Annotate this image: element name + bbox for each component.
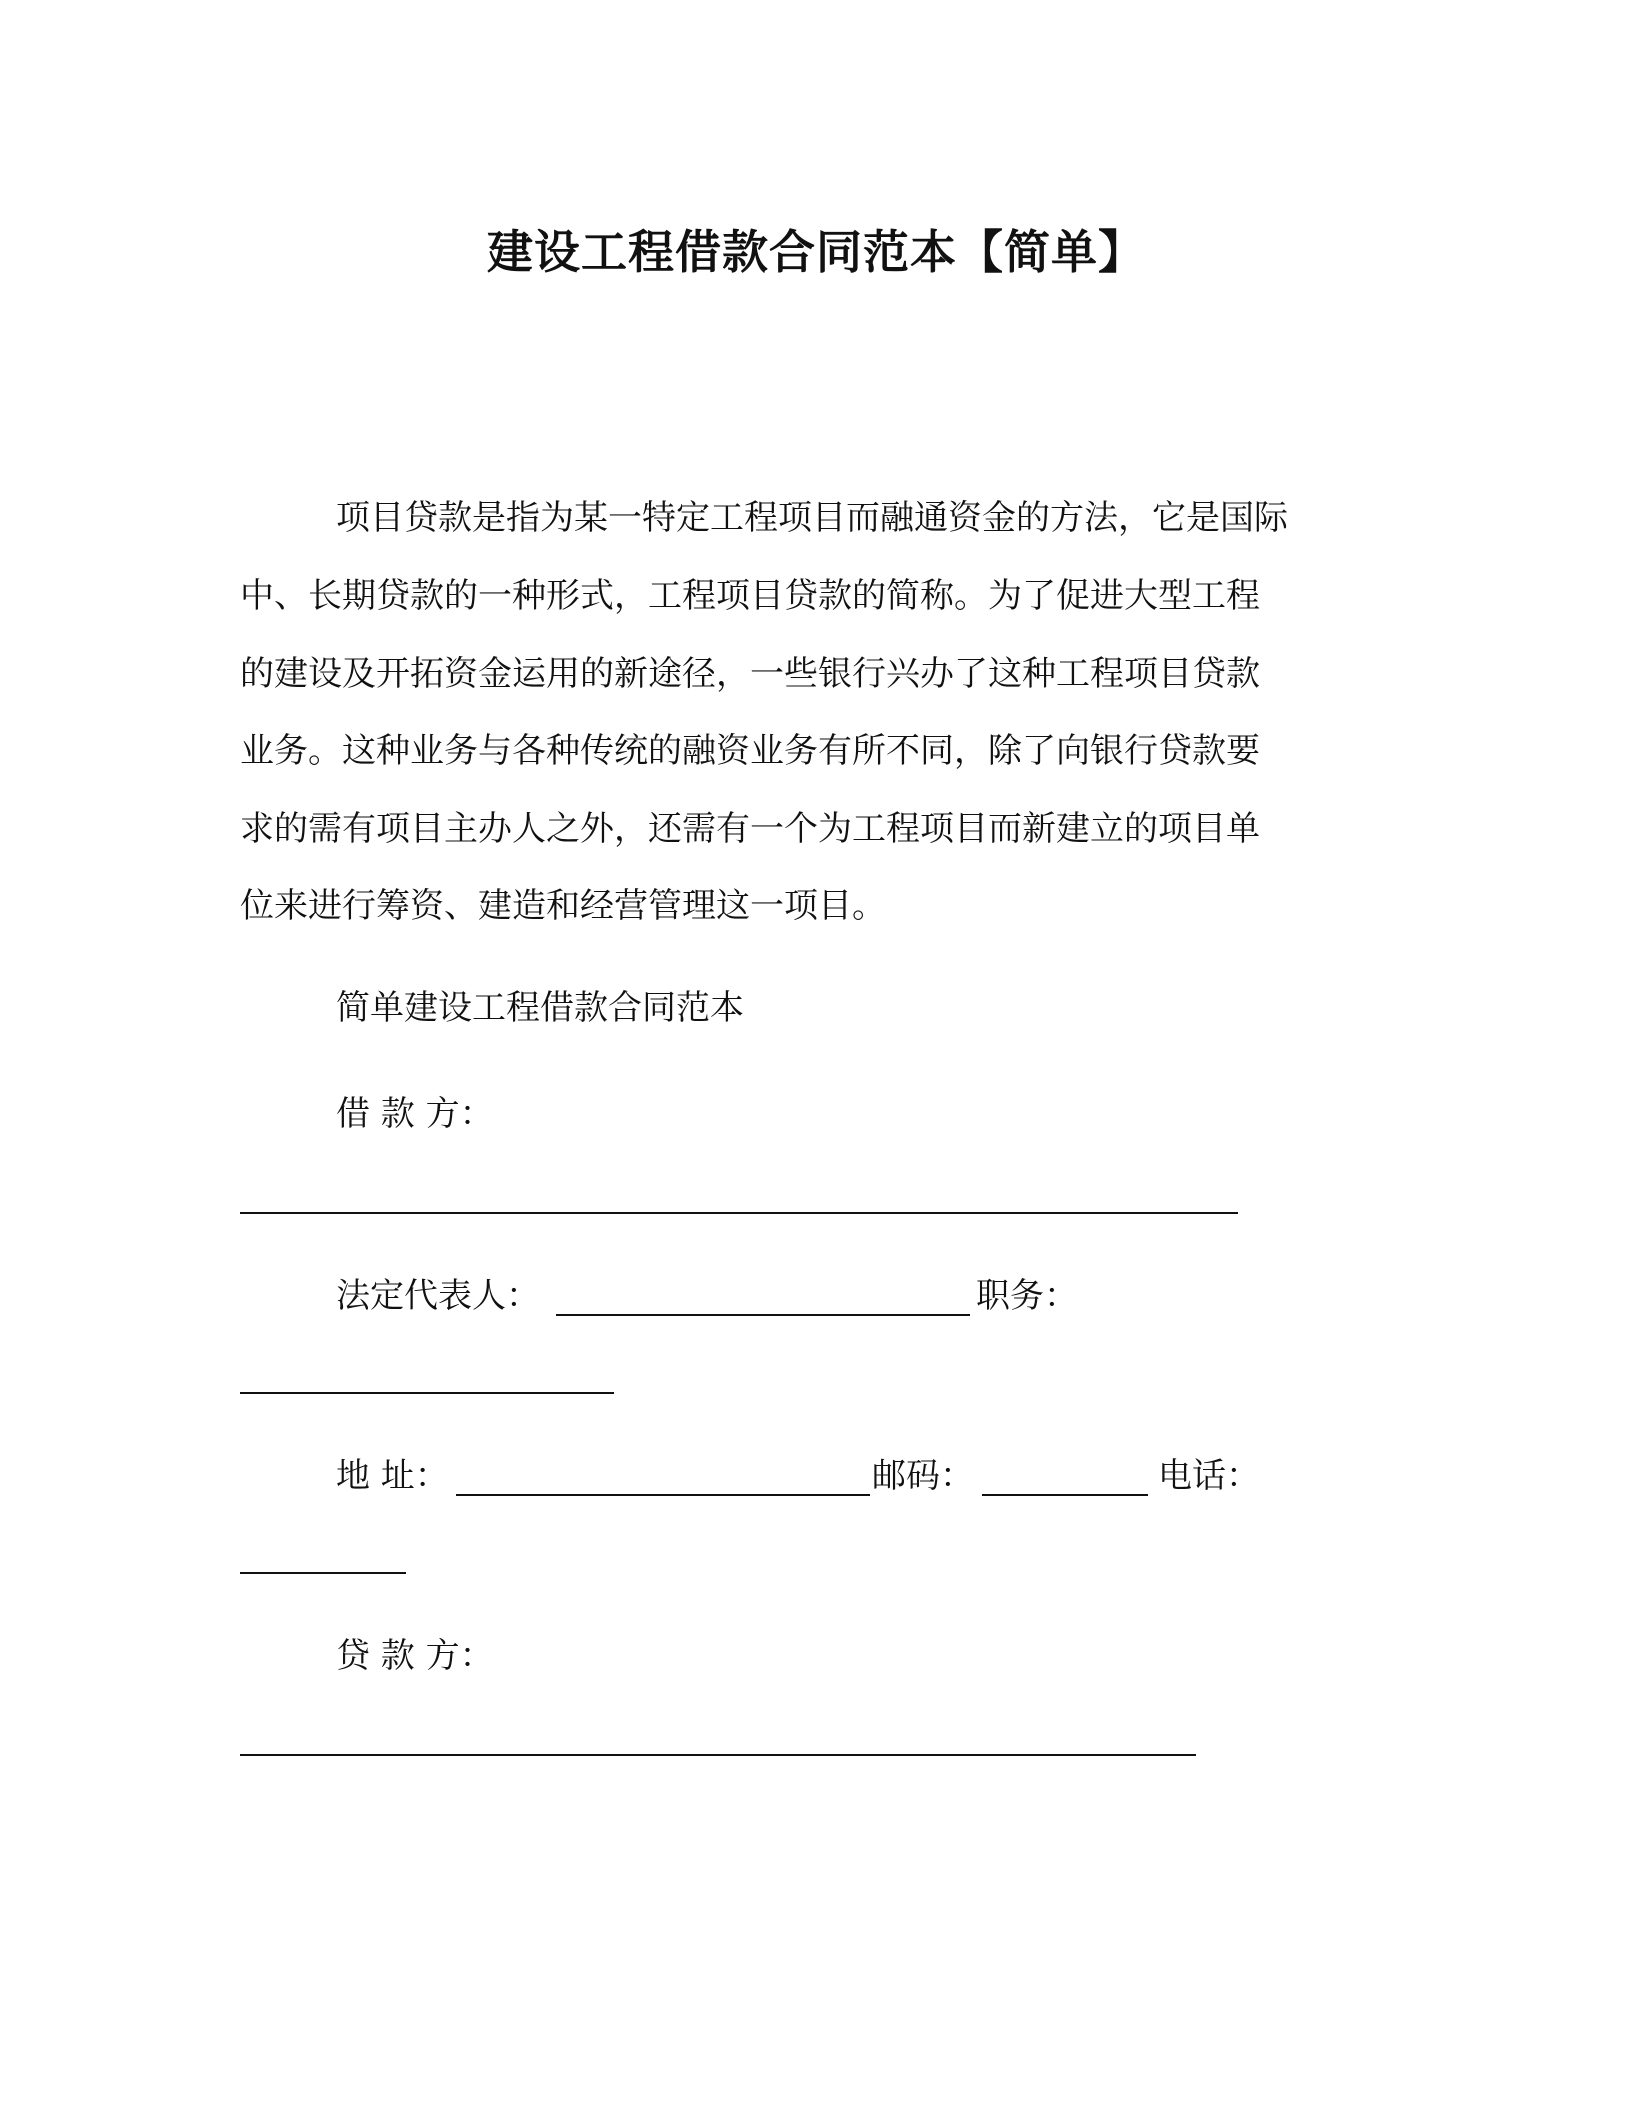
phone-label: 电话： (1158, 1456, 1260, 1496)
lender-blank-line (240, 1754, 1196, 1756)
lender-label: 贷 款 方： (336, 1636, 494, 1676)
address-blank-line (456, 1494, 870, 1496)
intro-line-4: 业务。这种业务与各种传统的融资业务有所不同，除了向银行贷款要 (240, 731, 1260, 771)
position-label: 职务： (976, 1276, 1078, 1316)
address-label: 地 址： (336, 1456, 449, 1496)
section-subtitle: 简单建设工程借款合同范本 (336, 988, 744, 1028)
borrower-label: 借 款 方： (336, 1094, 494, 1134)
legal-representative-label: 法定代表人： (336, 1276, 540, 1316)
borrower-blank-line (240, 1212, 1238, 1214)
intro-line-2: 中、长期贷款的一种形式，工程项目贷款的简称。为了促进大型工程 (240, 576, 1260, 616)
document-title: 建设工程借款合同范本【简单】 (487, 225, 1145, 279)
intro-line-3: 的建设及开拓资金运用的新途径，一些银行兴办了这种工程项目贷款 (240, 654, 1260, 694)
position-blank-line (240, 1392, 614, 1394)
intro-line-5: 求的需有项目主办人之外，还需有一个为工程项目而新建立的项目单 (240, 809, 1260, 849)
postcode-blank-line (982, 1494, 1148, 1496)
phone-blank-line (240, 1572, 406, 1574)
intro-line-1: 项目贷款是指为某一特定工程项目而融通资金的方法，它是国际 (336, 498, 1288, 538)
legal-representative-blank-line (556, 1314, 970, 1316)
postcode-label: 邮码： (872, 1456, 974, 1496)
intro-line-6: 位来进行筹资、建造和经营管理这一项目。 (240, 886, 886, 926)
